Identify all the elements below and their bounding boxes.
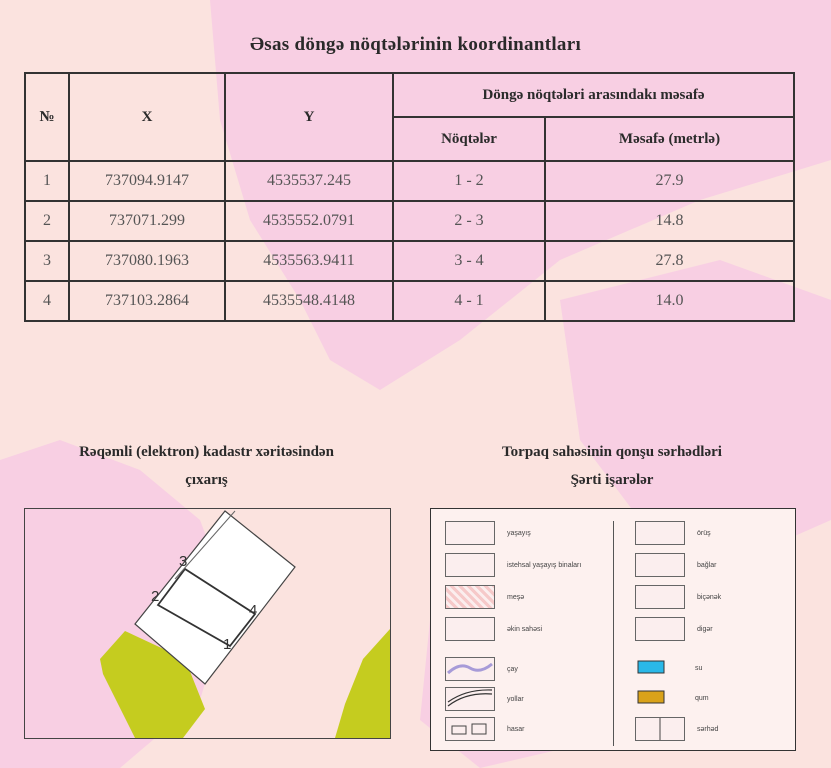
fence-symbol bbox=[445, 717, 495, 741]
legend-item bbox=[635, 717, 787, 741]
legend-label: digər bbox=[697, 625, 713, 633]
table-row bbox=[25, 201, 794, 241]
legend-label: yaşayış bbox=[507, 529, 531, 537]
residential-symbol bbox=[445, 521, 495, 545]
water-symbol bbox=[635, 657, 683, 679]
cell-x: 737071.299 bbox=[69, 201, 225, 241]
border-symbol bbox=[635, 717, 685, 741]
legend-label: su bbox=[695, 664, 703, 672]
cell-y: 4535563.9411 bbox=[225, 241, 393, 281]
point-label-4: 4 bbox=[249, 602, 258, 619]
cell-y: 4535552.0791 bbox=[225, 201, 393, 241]
sand-symbol bbox=[635, 687, 683, 709]
legend-label: qum bbox=[695, 694, 709, 702]
table-row bbox=[25, 241, 794, 281]
point-label-3: 3 bbox=[179, 553, 188, 570]
legend-item bbox=[635, 585, 787, 609]
cell-distance: 14.0 bbox=[545, 281, 794, 321]
map-title-line1: Rəqəmli (elektron) kadastr xəritəsindən bbox=[79, 444, 334, 460]
legend-divider bbox=[613, 521, 614, 746]
legend-item bbox=[445, 521, 597, 545]
cell-x: 737103.2864 bbox=[69, 281, 225, 321]
legend-label: biçənək bbox=[697, 593, 722, 601]
legend-item bbox=[635, 687, 785, 709]
cadastre-map[interactable] bbox=[24, 508, 391, 739]
cell-y: 4535537.245 bbox=[225, 161, 393, 201]
cell-x: 737080.1963 bbox=[69, 241, 225, 281]
legend-label: meşə bbox=[507, 593, 525, 601]
cell-points: 2 - 3 bbox=[393, 201, 545, 241]
legend-item bbox=[445, 717, 597, 741]
legend-label: istehsal yaşayış binaları bbox=[507, 561, 582, 569]
map-section-title bbox=[24, 438, 389, 494]
header-y: Y bbox=[225, 73, 393, 161]
legend-item bbox=[635, 617, 787, 641]
legend-title-line1: Torpaq sahəsinin qonşu sərhədləri bbox=[502, 444, 722, 460]
legend-label: əkin sahəsi bbox=[507, 625, 543, 633]
road-symbol bbox=[445, 687, 495, 711]
cell-x: 737094.9147 bbox=[69, 161, 225, 201]
legend-item bbox=[445, 617, 597, 641]
header-no: № bbox=[25, 73, 69, 161]
cell-no: 1 bbox=[25, 161, 69, 201]
garden-symbol bbox=[635, 553, 685, 577]
field-symbol bbox=[445, 617, 495, 641]
header-distance: Məsafə (metrlə) bbox=[545, 117, 794, 161]
cadastre-map-svg bbox=[25, 509, 390, 738]
meadow-symbol bbox=[635, 585, 685, 609]
header-points: Nöqtələr bbox=[393, 117, 545, 161]
cell-no: 2 bbox=[25, 201, 69, 241]
table-row bbox=[25, 161, 794, 201]
pasture-symbol bbox=[635, 521, 685, 545]
cell-no: 3 bbox=[25, 241, 69, 281]
river-symbol bbox=[445, 657, 495, 681]
green-area-right bbox=[335, 629, 390, 738]
cell-distance: 27.9 bbox=[545, 161, 794, 201]
cell-points: 1 - 2 bbox=[393, 161, 545, 201]
cell-distance: 14.8 bbox=[545, 201, 794, 241]
cell-distance: 27.8 bbox=[545, 241, 794, 281]
legend-item bbox=[445, 657, 597, 681]
legend-item bbox=[445, 585, 597, 609]
legend-label: yollar bbox=[507, 695, 524, 703]
legend-item bbox=[635, 657, 785, 679]
point-label-1: 1 bbox=[223, 636, 232, 653]
legend-box bbox=[430, 508, 796, 751]
table-row bbox=[25, 281, 794, 321]
legend-label: çay bbox=[507, 665, 518, 673]
legend-label: sərhəd bbox=[697, 725, 719, 733]
header-x: X bbox=[69, 73, 225, 161]
legend-label: örüş bbox=[697, 529, 711, 537]
page-title: Əsas döngə nöqtələrinin koordinantları bbox=[249, 34, 582, 55]
cell-y: 4535548.4148 bbox=[225, 281, 393, 321]
legend-item bbox=[445, 687, 597, 711]
other-symbol bbox=[635, 617, 685, 641]
legend-title-line2: Şərti işarələr bbox=[570, 472, 654, 488]
header-distance-group: Döngə nöqtələri arasındakı məsafə bbox=[393, 73, 794, 117]
legend-item bbox=[445, 553, 597, 577]
legend-item bbox=[635, 553, 787, 577]
cell-points: 4 - 1 bbox=[393, 281, 545, 321]
point-label-2: 2 bbox=[151, 588, 160, 605]
forest-symbol bbox=[445, 585, 495, 609]
legend-label: hasar bbox=[507, 725, 525, 733]
legend-item bbox=[635, 521, 787, 545]
legend-section-title bbox=[430, 438, 794, 494]
buildings-symbol bbox=[445, 553, 495, 577]
map-title-line2: çıxarış bbox=[185, 472, 228, 488]
cell-no: 4 bbox=[25, 281, 69, 321]
coordinates-table bbox=[24, 72, 795, 322]
cell-points: 3 - 4 bbox=[393, 241, 545, 281]
legend-label: bağlar bbox=[697, 561, 717, 569]
